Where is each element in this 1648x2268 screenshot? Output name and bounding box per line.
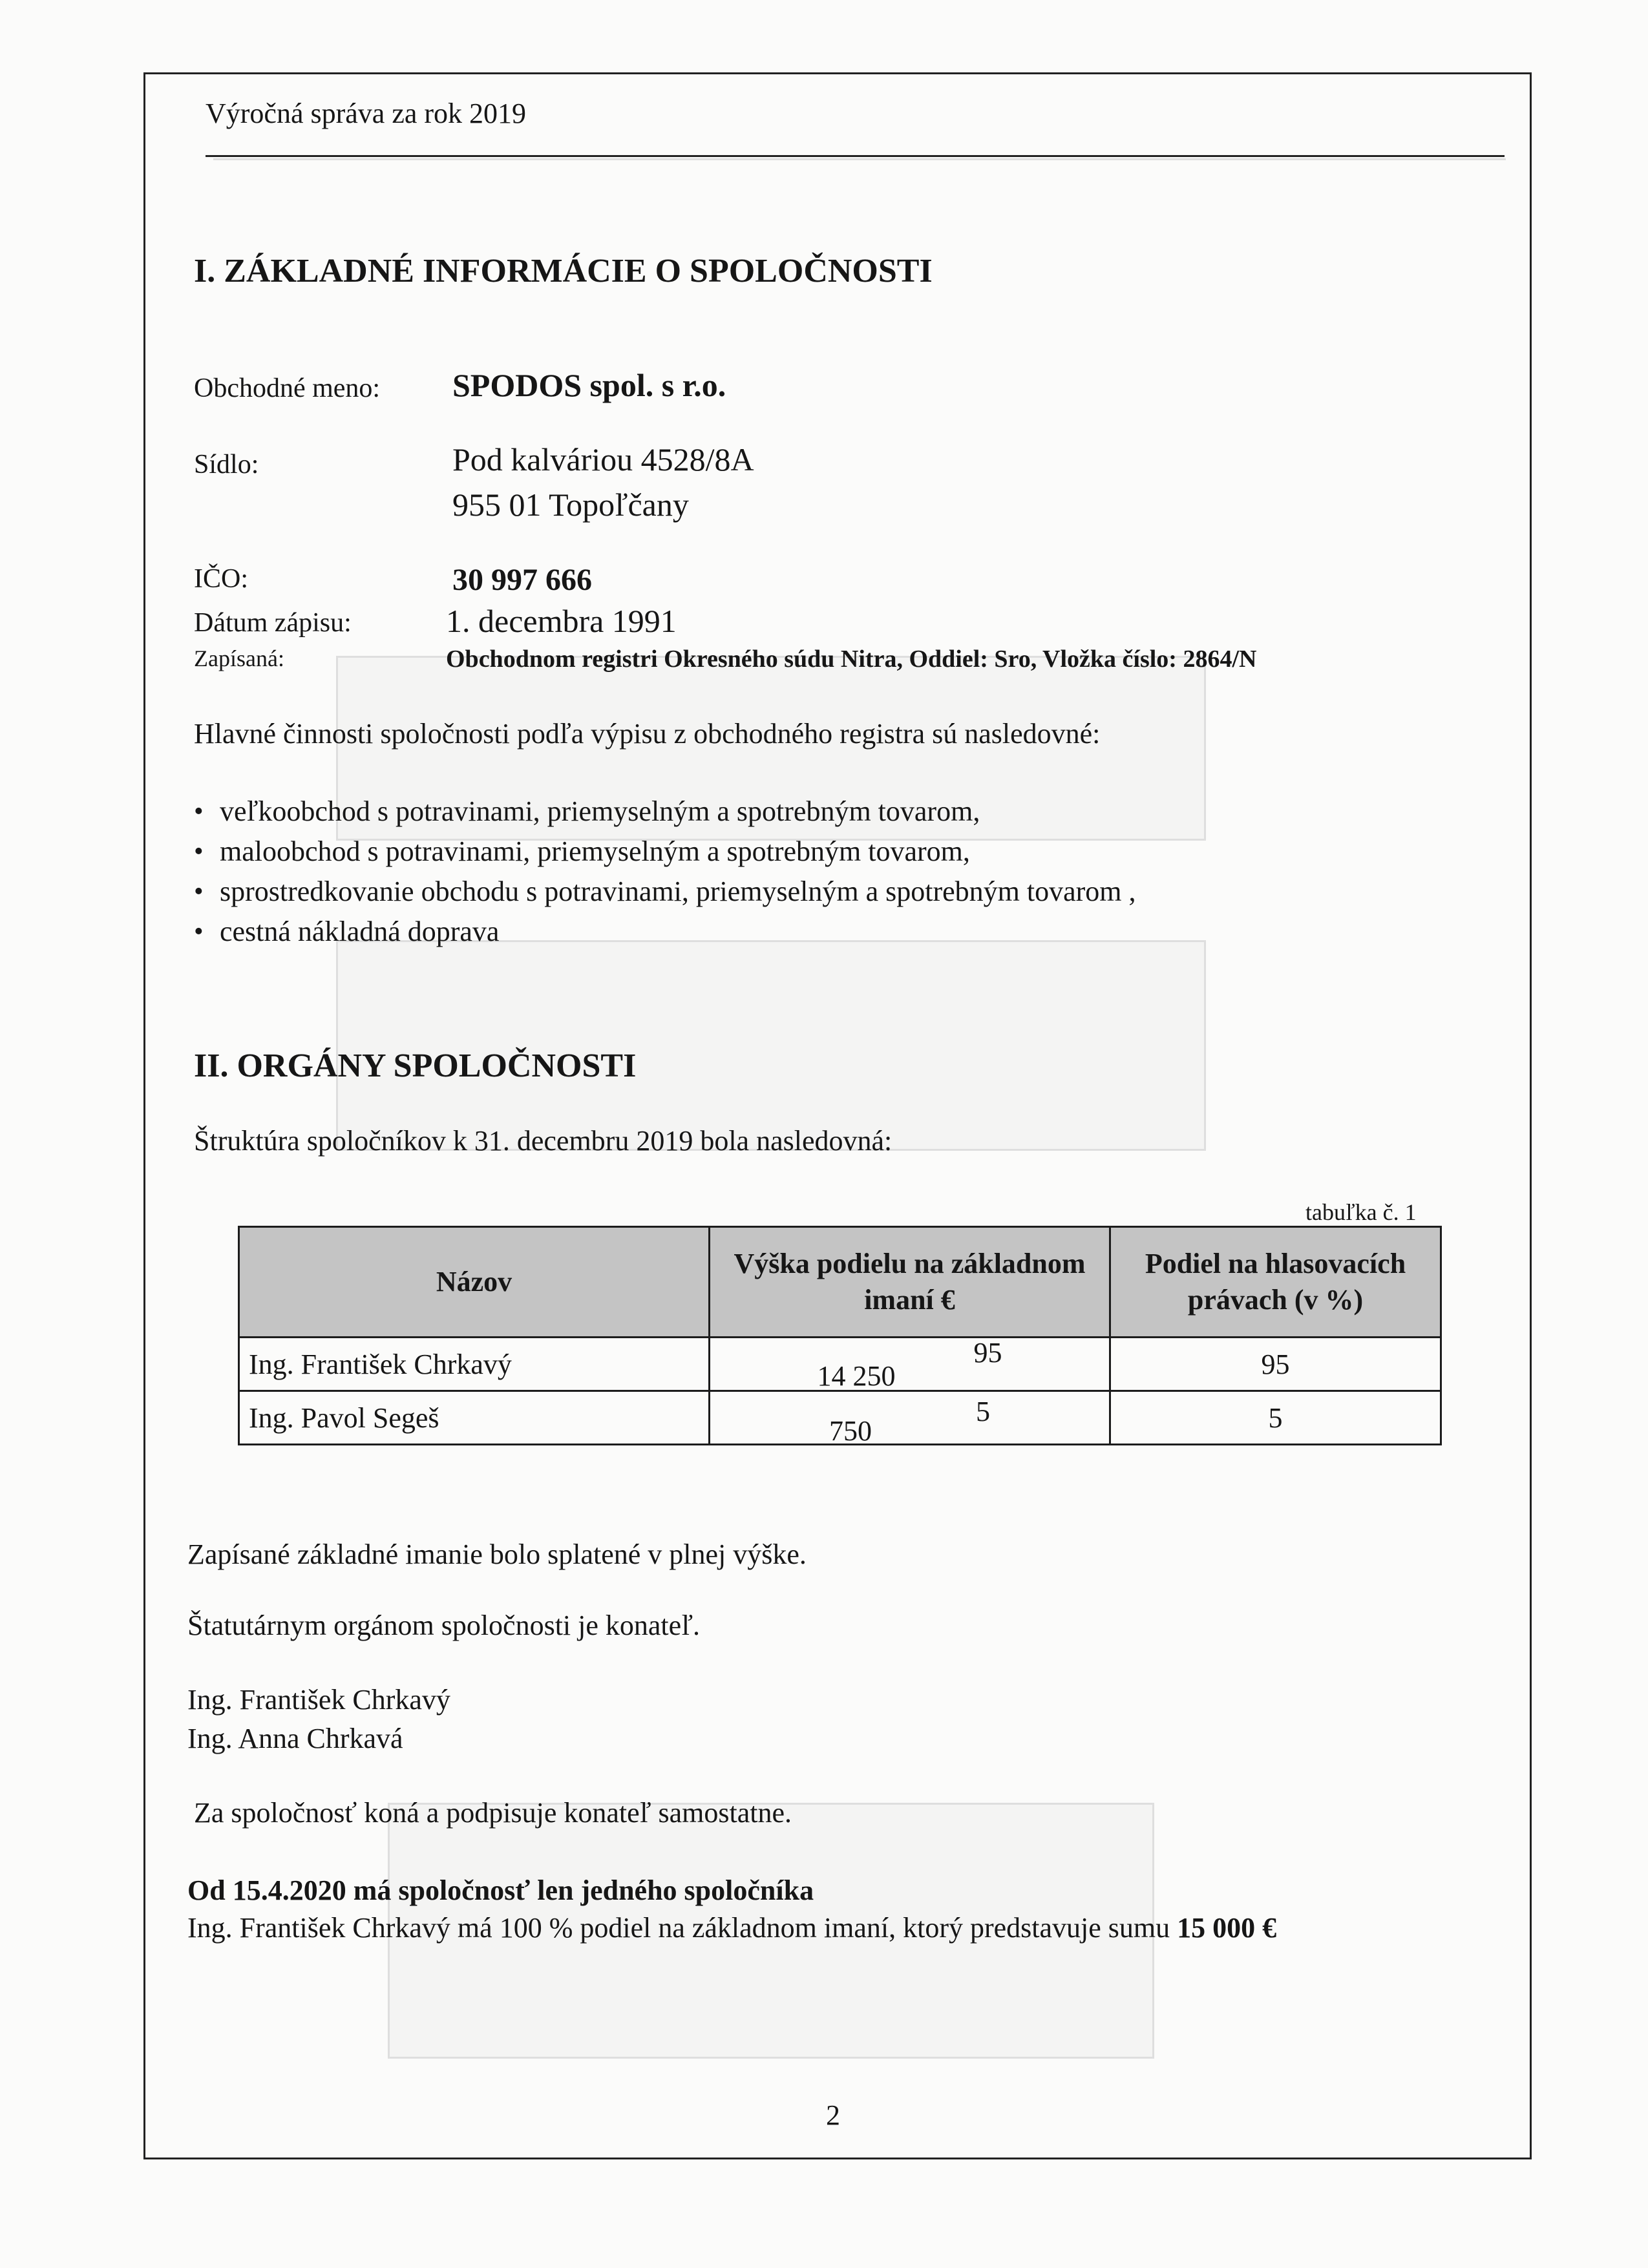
reg-date-value: 1. decembra 1991 — [446, 603, 677, 639]
cell-voting: 5 — [1110, 1391, 1441, 1445]
statutory-text: Štatutárnym orgánom spoločnosti je konateľ. — [187, 1610, 701, 1641]
table-row — [239, 1391, 1441, 1445]
registered-value: Obchodnom registri Okresného súdu Nitra, Oddiel: Sro, Vložka číslo: 2864/N — [446, 646, 1257, 673]
table-header-row — [239, 1227, 1441, 1338]
page-number: 2 — [826, 2099, 840, 2131]
list-item: • veľkoobchod s potravinami, priemyselným a spotrebným tovarom, — [194, 792, 1136, 832]
header-name: Názov — [239, 1227, 710, 1338]
activities-intro: Hlavné činnosti spoločnosti podľa výpisu z obchodného registra sú nasledovné: — [194, 718, 1101, 750]
header-voting: Podiel na hlasovacích právach (v %) — [1110, 1227, 1441, 1338]
report-title: Výročná správa za rok 2019 — [206, 98, 527, 129]
header-divider — [206, 155, 1505, 157]
executive-name: Ing. František Chrkavý — [187, 1684, 450, 1716]
seat-label: Sídlo: — [194, 450, 259, 479]
share-value: 95 — [973, 1336, 1002, 1369]
list-item: • sprostredkovanie obchodu s potravinami, priemyselným a spotrebným tovarom , — [194, 872, 1136, 912]
business-name-value: SPODOS spol. s r.o. — [452, 367, 726, 403]
seat-line1: Pod kalváriou 4528/8A — [452, 441, 754, 478]
business-name-label: Obchodné meno: — [194, 373, 381, 403]
executive-name: Ing. Anna Chrkavá — [187, 1723, 403, 1754]
registered-label: Zapísaná: — [194, 646, 284, 671]
shareholders-table — [238, 1226, 1442, 1445]
ico-label: IČO: — [194, 564, 248, 594]
capital-paid-text: Zapísané základné imanie bolo splatené v plnej výške. — [187, 1538, 807, 1570]
share-value: 5 — [976, 1395, 990, 1427]
note-amount: 15 000 € — [1177, 1912, 1277, 1944]
section1-heading: I. ZÁKLADNÉ INFORMÁCIE O SPOLOČNOSTI — [194, 253, 933, 289]
amount-value: 750 — [829, 1414, 872, 1447]
structure-intro: Štruktúra spoločníkov k 31. decembru 2019 bola nasledovná: — [194, 1125, 893, 1157]
cell-amount — [710, 1338, 1110, 1391]
table-row — [239, 1338, 1441, 1391]
table-caption: tabuľka č. 1 — [1305, 1199, 1417, 1225]
reg-date-label: Dátum zápisu: — [194, 608, 352, 638]
note-text — [187, 1911, 1276, 1944]
section2-heading: II. ORGÁNY SPOLOČNOSTI — [194, 1047, 637, 1084]
seat-line2: 955 01 Topoľčany — [452, 487, 689, 523]
amount-value: 14 250 — [817, 1360, 896, 1392]
header-amount: Výška podielu na základnom imaní € — [710, 1227, 1110, 1338]
note-heading: Od 15.4.2020 má spoločnosť len jedného spoločníka — [187, 1874, 814, 1906]
list-item: • cestná nákladná doprava — [194, 912, 1136, 952]
ico-value: 30 997 666 — [452, 563, 592, 597]
note-sentence: Ing. František Chrkavý má 100 % podiel na základnom imaní, ktorý predstavuje sumu — [187, 1912, 1170, 1944]
cell-amount — [710, 1391, 1110, 1445]
list-item: • maloobchod s potravinami, priemyselným a spotrebným tovarom, — [194, 832, 1136, 872]
activities-list — [194, 792, 1136, 952]
signing-text: Za spoločnosť koná a podpisuje konateľ samostatne. — [194, 1797, 792, 1829]
cell-voting: 95 — [1110, 1338, 1441, 1391]
cell-name: Ing. Pavol Segeš — [239, 1391, 710, 1445]
cell-name: Ing. František Chrkavý — [239, 1338, 710, 1391]
